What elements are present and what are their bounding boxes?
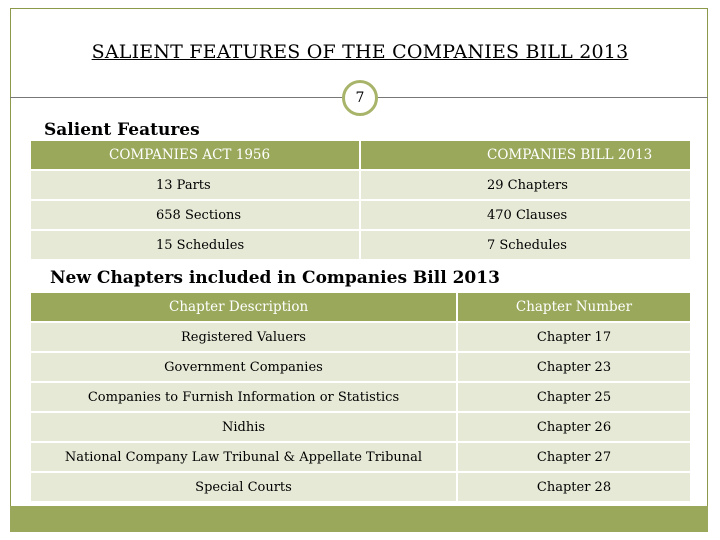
table-cell: 470 Clauses — [359, 201, 690, 231]
table-cell: 29 Chapters — [359, 171, 690, 201]
table-header-row — [31, 293, 690, 323]
slide-title: SALIENT FEATURES OF THE COMPANIES BILL 2013 — [91, 41, 629, 63]
salient-features-heading: Salient Features — [44, 120, 200, 140]
table-cell: National Company Law Tribunal & Appellate Tribunal — [31, 443, 456, 473]
footer-bar — [10, 506, 708, 532]
divider-right — [378, 97, 708, 98]
table-cell: Special Courts — [31, 473, 456, 503]
table-header-row — [31, 141, 690, 171]
column-header: COMPANIES BILL 2013 — [359, 141, 690, 171]
table-row — [31, 201, 690, 231]
table-cell: Registered Valuers — [31, 323, 456, 353]
table-cell: 658 Sections — [31, 201, 359, 231]
table-cell: Chapter 27 — [456, 443, 690, 473]
table-row — [31, 171, 690, 201]
table-cell: Chapter 23 — [456, 353, 690, 383]
table-row — [31, 473, 690, 503]
column-header: Chapter Description — [31, 293, 456, 323]
table-row — [31, 323, 690, 353]
divider-left — [10, 97, 342, 98]
table-cell: Chapter 25 — [456, 383, 690, 413]
slide-number-badge: 7 — [342, 80, 378, 116]
table-cell: Government Companies — [31, 353, 456, 383]
new-chapters-heading: New Chapters included in Companies Bill 2013 — [50, 268, 500, 288]
table-cell: Chapter 17 — [456, 323, 690, 353]
table-cell: 13 Parts — [31, 171, 359, 201]
table-cell: Nidhis — [31, 413, 456, 443]
column-header: COMPANIES ACT 1956 — [31, 141, 359, 171]
table-cell: Chapter 28 — [456, 473, 690, 503]
table-cell: 7 Schedules — [359, 231, 690, 261]
table-row — [31, 231, 690, 261]
table-row — [31, 413, 690, 443]
table-cell: Chapter 26 — [456, 413, 690, 443]
table-cell: Companies to Furnish Information or Statistics — [31, 383, 456, 413]
table-row — [31, 383, 690, 413]
column-header: Chapter Number — [456, 293, 690, 323]
chapters-table — [31, 293, 690, 503]
table-cell: 15 Schedules — [31, 231, 359, 261]
table-row — [31, 353, 690, 383]
comparison-table — [31, 141, 690, 261]
table-row — [31, 443, 690, 473]
